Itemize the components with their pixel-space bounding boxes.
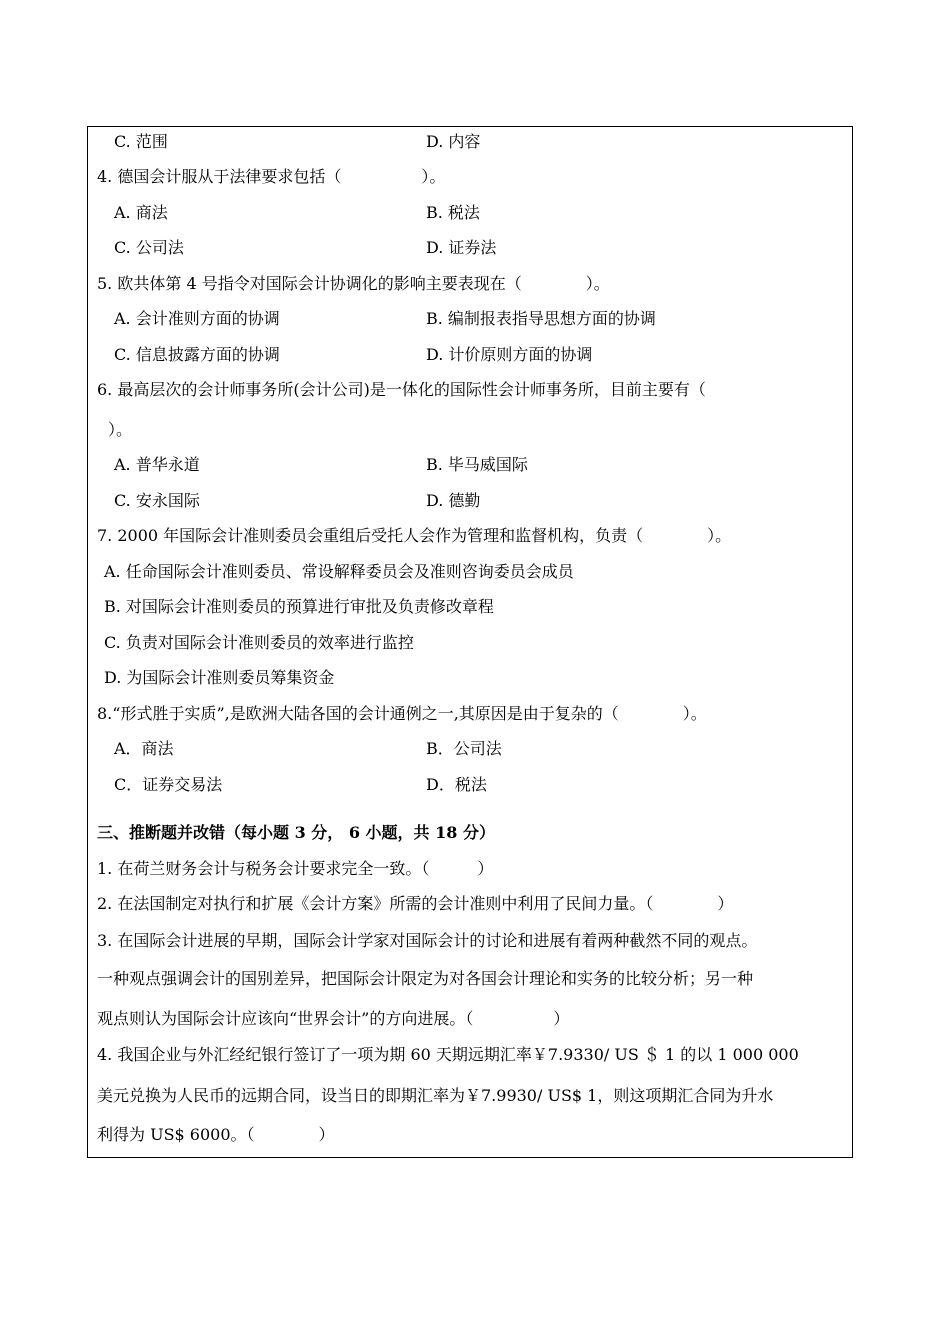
q4-option-a: A. 商法: [114, 203, 168, 222]
q7-option-d: D. 为国际会计准则委员筹集资金: [104, 668, 335, 687]
q4-option-b: B. 税法: [426, 203, 480, 222]
q7-option-a: A. 任命国际会计准则委员、常设解释委员会及准则咨询委员会成员: [104, 562, 574, 581]
s3-item-3-line3: 观点则认为国际会计应该向“世界会计”的方向进展。（ ）: [97, 1009, 570, 1028]
s3-item-4-line2: 美元兑换为人民币的远期合同，设当日的即期汇率为￥7.9930/ US$ 1，则这项期汇合同为升水: [97, 1086, 774, 1105]
q8-option-a: A．商法: [114, 739, 174, 758]
q4-option-d: D. 证券法: [426, 238, 497, 257]
q8-stem: 8.“形式胜于实质”,是欧洲大陆各国的会计通例之一,其原因是由于复杂的（ ）。: [97, 704, 707, 723]
s3-item-1: 1. 在荷兰财务会计与税务会计要求完全一致。（ ）: [97, 859, 494, 878]
s3-item-3-line1: 3. 在国际会计进展的早期，国际会计学家对国际会计的讨论和进展有着两种截然不同的观点。: [97, 931, 758, 950]
q4-option-c: C. 公司法: [114, 238, 184, 257]
q7-option-b: B. 对国际会计准则委员的预算进行审批及负责修改章程: [104, 597, 494, 616]
q6-stem-line1: 6. 最高层次的会计师事务所(会计公司)是一体化的国际性会计师事务所，目前主要有（: [97, 380, 706, 399]
q6-option-d: D. 德勤: [426, 491, 481, 510]
q5-stem: 5. 欧共体第 4 号指令对国际会计协调化的影响主要表现在（ ）。: [97, 274, 610, 293]
q8-option-d: D．税法: [426, 775, 487, 794]
q3-option-d: D. 内容: [426, 132, 481, 151]
s3-item-3-line2: 一种观点强调会计的国别差异，把国际会计限定为对各国会计理论和实务的比较分析；另一种: [97, 969, 754, 988]
q5-option-d: D. 计价原则方面的协调: [426, 345, 593, 364]
q7-option-c: C. 负责对国际会计准则委员的效率进行监控: [104, 633, 414, 652]
s3-item-2: 2. 在法国制定对执行和扩展《会计方案》所需的会计准则中利用了民间力量。（ ）: [97, 894, 734, 913]
s3-item-4-line1: 4. 我国企业与外汇经纪银行签订了一项为期 60 天期远期汇率￥7.9330/ US ＄ 1 的以 1 000 000: [97, 1045, 799, 1064]
q5-option-b: B. 编制报表指导思想方面的协调: [426, 309, 656, 328]
q7-stem: 7. 2000 年国际会计准则委员会重组后受托人会作为管理和监督机构，负责（ ）。: [97, 526, 732, 545]
q8-option-c: C．证券交易法: [114, 775, 223, 794]
q5-option-a: A. 会计准则方面的协调: [114, 309, 280, 328]
q8-option-b: B．公司法: [426, 739, 502, 758]
q3-option-c: C. 范围: [114, 132, 168, 151]
q6-stem-line2: ）。: [108, 420, 133, 439]
q5-option-c: C. 信息披露方面的协调: [114, 345, 280, 364]
section-3-heading: 三、推断题并改错（每小题 3 分， 6 小题，共 18 分）: [97, 823, 495, 842]
q4-stem: 4. 德国会计服从于法律要求包括（ ）。: [97, 167, 446, 186]
s3-item-4-line3: 利得为 US$ 6000。（ ）: [97, 1125, 335, 1144]
q6-option-b: B. 毕马威国际: [426, 455, 528, 474]
q6-option-a: A. 普华永道: [114, 455, 200, 474]
q6-option-c: C. 安永国际: [114, 491, 200, 510]
